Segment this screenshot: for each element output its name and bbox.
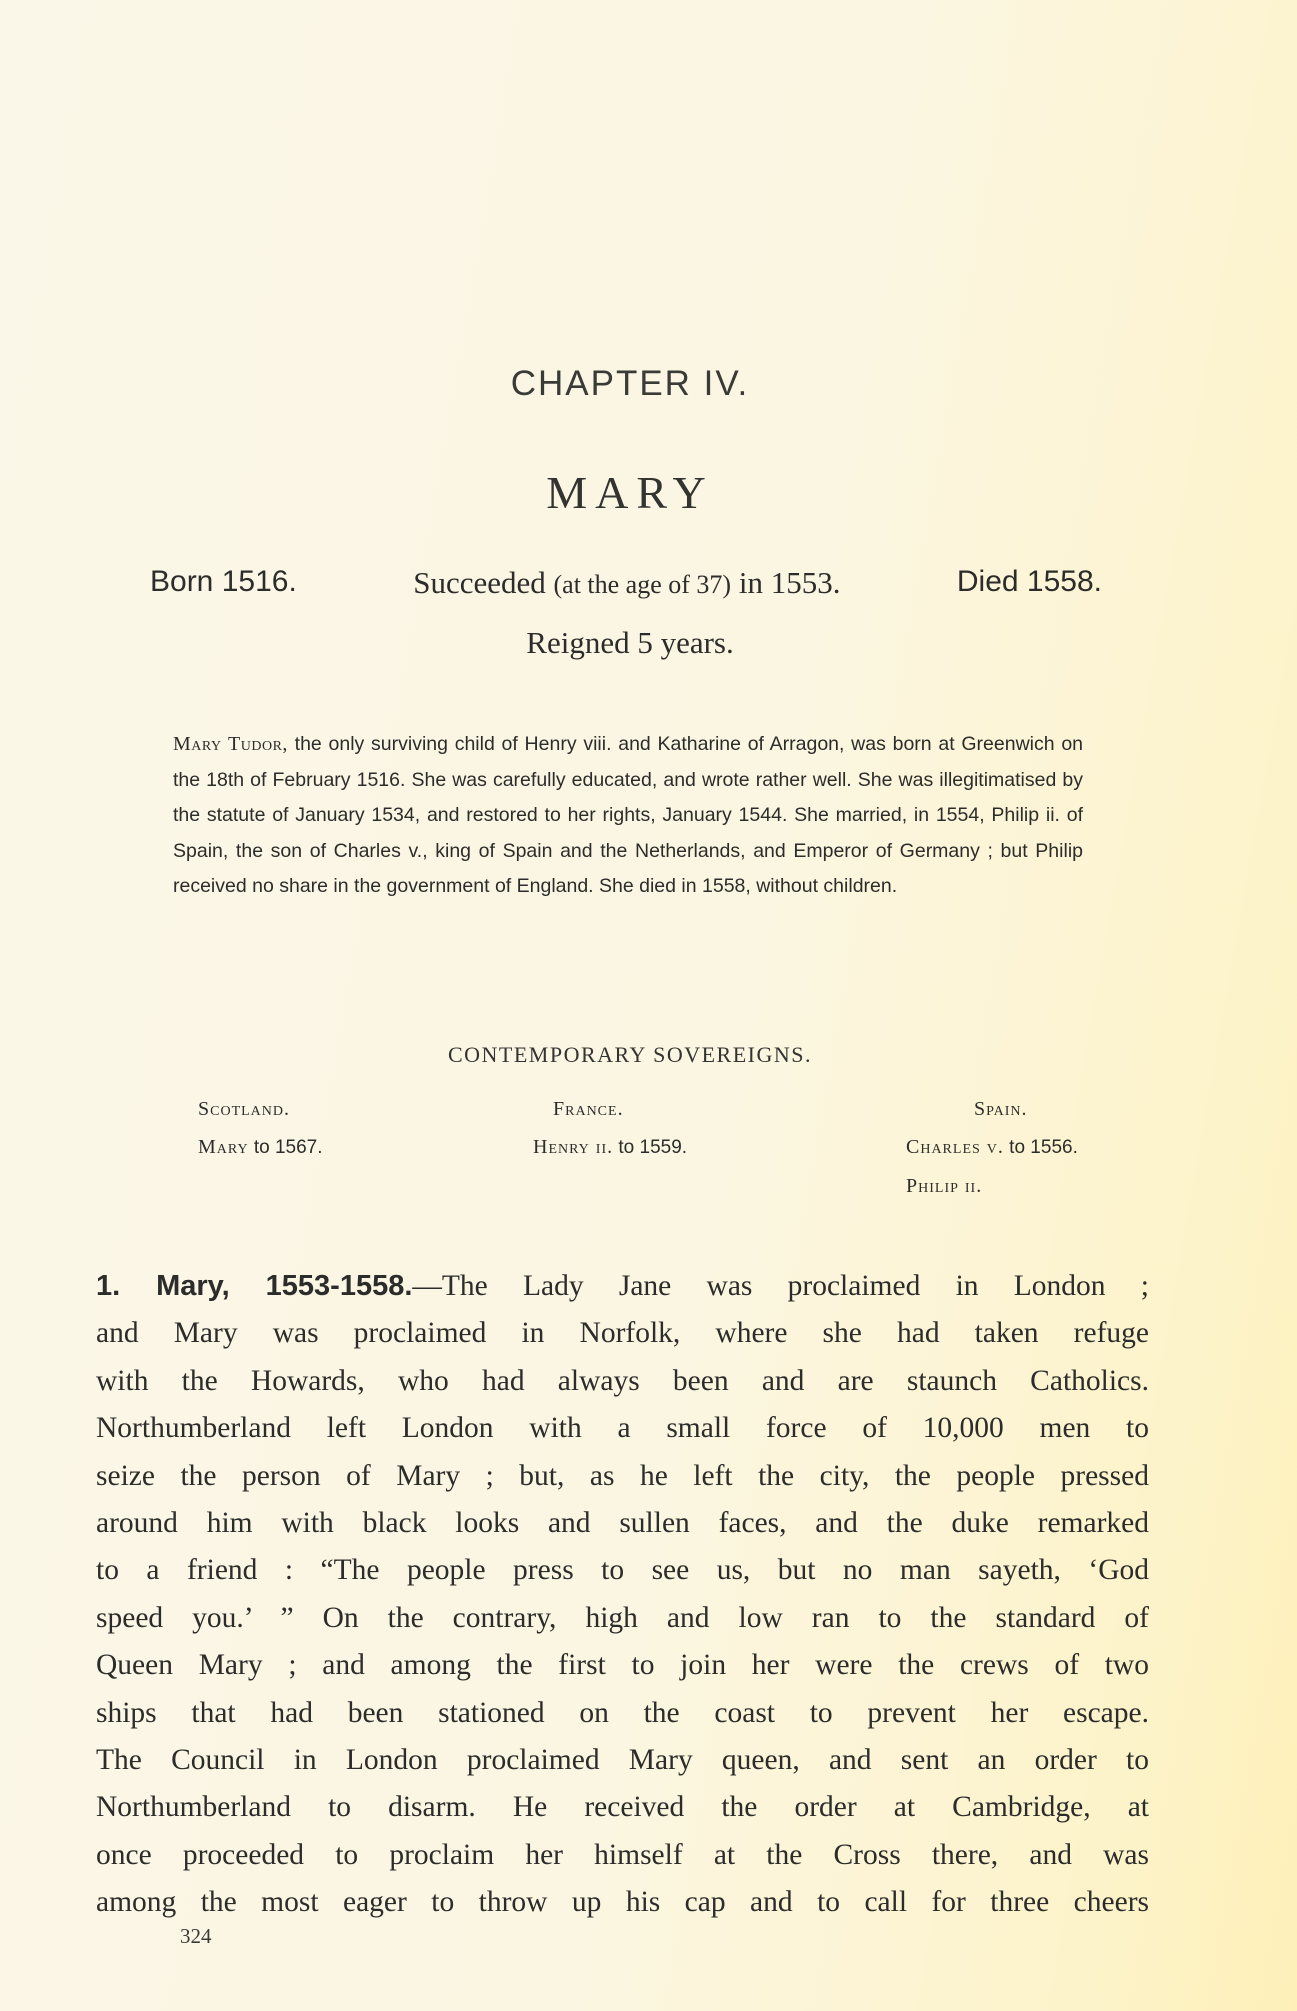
- sovereign-detail: to 1559.: [613, 1137, 688, 1158]
- body-line: with the Howards, who had always been and are staunch Catholics.: [96, 1364, 1149, 1397]
- succeeded-label: Succeeded: [413, 565, 546, 600]
- succeeded-age: (at the age of 37): [553, 570, 732, 599]
- biography-summary: [173, 727, 1083, 905]
- summary-text: the only surviving child of Henry viii. and Katharine of Arragon, was born at Greenwich on the 18th of February 1516. She was carefully educated, and wrote rather well. She was illegitimatised by the statute of January 1534, and restored to her rights, January 1544. She married, in 1554, Philip ii. of Spain, the son of Charles v., king of Spain and the Netherlands, and Emperor of Germany ; but Philip received no share in the government of England. She died in 1558, without children.: [173, 733, 1084, 897]
- sovereign-detail: to 1567.: [248, 1137, 323, 1158]
- sovereign-name: Henry ii.: [533, 1136, 614, 1158]
- body-line: to a friend : “The people press to see us, but no man sayeth, ‘God: [96, 1554, 1149, 1587]
- body-line: and Mary was proclaimed in Norfolk, where she had taken refuge: [96, 1317, 1149, 1350]
- succeeded-date: [413, 565, 840, 601]
- sovereign-column-france: [533, 1090, 687, 1167]
- born-date: Born 1516.: [150, 565, 297, 598]
- reign-length: Reigned 5 years.: [526, 625, 734, 660]
- body-line: ships that had been stationed on the coast to prevent her escape.: [96, 1696, 1149, 1729]
- sovereign-detail: to 1556.: [1003, 1137, 1078, 1158]
- body-line: Queen Mary ; and among the first to join her were the crews of two: [96, 1649, 1149, 1682]
- body-line: Northumberland left London with a small force of 10,000 men to: [96, 1412, 1149, 1445]
- body-paragraph: [96, 1263, 1149, 1927]
- chapter-heading: CHAPTER IV.: [510, 364, 750, 403]
- body-line: 1. Mary, 1553-1558.—The Lady Jane was proclaimed in London ;: [96, 1270, 1149, 1302]
- body-line: Northumberland to disarm. He received the order at Cambridge, at: [96, 1791, 1149, 1824]
- sovereign-entry: [906, 1128, 1078, 1167]
- summary-lead: Mary Tudor,: [173, 733, 288, 755]
- sovereign-name: Mary: [198, 1136, 249, 1158]
- page-number: 324: [180, 1924, 212, 1948]
- body-line: around him with black looks and sullen faces, and the duke remarked: [96, 1507, 1149, 1540]
- sovereign-column-spain: [906, 1090, 1078, 1205]
- body-line: once proceeded to proclaim her himself at the Cross there, and was: [96, 1838, 1149, 1871]
- succeeded-year: in 1553.: [738, 565, 841, 600]
- sovereign-entry: [533, 1128, 687, 1167]
- section-lead: 1. Mary, 1553-1558.: [96, 1270, 413, 1302]
- chapter-title: MARY: [546, 467, 714, 518]
- died-date: Died 1558.: [956, 565, 1102, 598]
- sovereign-name: Charles v.: [906, 1136, 1004, 1158]
- body-line: seize the person of Mary ; but, as he left the city, the people pressed: [96, 1459, 1149, 1492]
- sovereign-country: Spain.: [974, 1098, 1028, 1120]
- body-line: among the most eager to throw up his cap and to call for three cheers: [96, 1886, 1149, 1919]
- body-line: The Council in London proclaimed Mary queen, and sent an order to: [96, 1744, 1149, 1777]
- reign-dates: [150, 565, 1102, 601]
- body-line: speed you.’ ” On the contrary, high and low ran to the standard of: [96, 1601, 1149, 1634]
- contemporary-sovereigns-heading: CONTEMPORARY SOVEREIGNS.: [447, 1042, 812, 1067]
- sovereign-entry: [198, 1128, 323, 1167]
- sovereign-country: Scotland.: [198, 1098, 291, 1120]
- sovereign-column-scotland: [198, 1090, 323, 1167]
- sovereign-country: France.: [553, 1098, 624, 1120]
- sovereign-name-successor: Philip ii.: [906, 1175, 983, 1197]
